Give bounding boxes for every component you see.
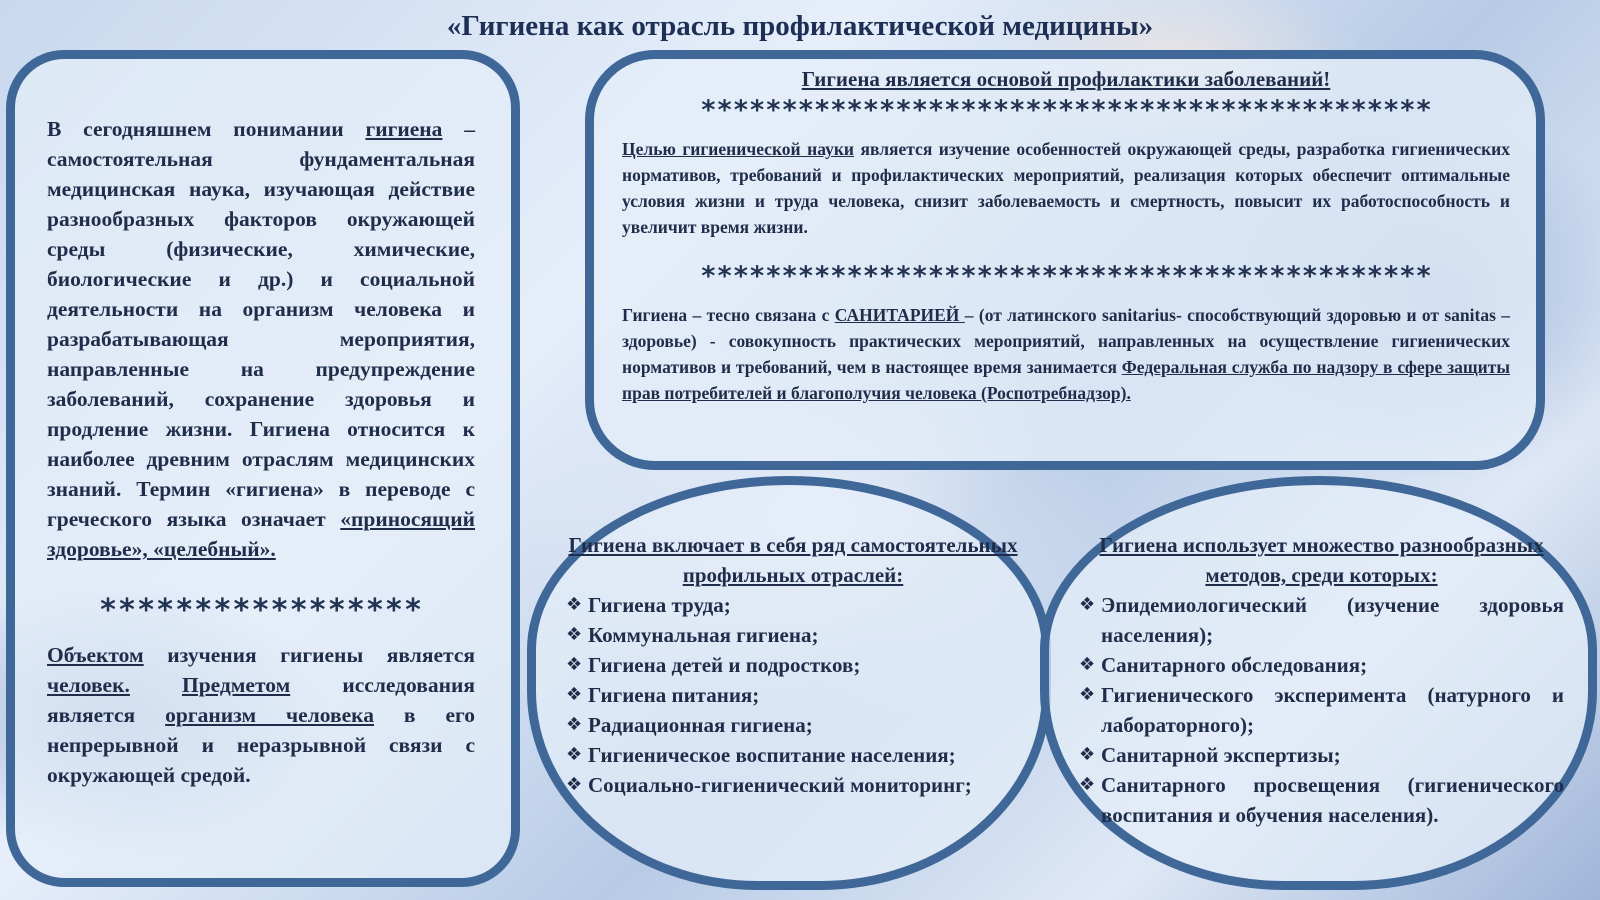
list-item [566, 680, 1020, 710]
definition-intro: В сегодняшнем понимании [47, 117, 366, 141]
list-item [566, 590, 1020, 620]
list-item [566, 650, 1020, 680]
object-text: изучения гигиены является [143, 643, 475, 667]
subject-label: Предметом [181, 673, 291, 697]
stars-divider: ***************** [98, 596, 424, 626]
list-item-text: Гигиенического эксперимента (натурного и лабораторного); [1101, 683, 1564, 737]
object-subject-paragraph [47, 640, 475, 790]
subject-text: исследования является [47, 673, 475, 727]
stars-divider: ********************************************* [700, 262, 1432, 292]
diamond-bullet-icon: ❖ [566, 774, 583, 795]
list-item-text: Гигиена труда; [588, 593, 731, 617]
goal-label: Целью гигиенической науки [622, 139, 854, 159]
diamond-bullet-icon: ❖ [566, 624, 583, 645]
list-item [1079, 590, 1564, 650]
list-item [1079, 740, 1564, 770]
list-item [566, 620, 1020, 650]
definition-panel [6, 50, 520, 887]
list-item-text: Гигиена детей и подростков; [588, 653, 861, 677]
object-value: человек. [47, 673, 130, 697]
list-item-text: Санитарной экспертизы; [1101, 743, 1341, 767]
diamond-bullet-icon: ❖ [1079, 684, 1096, 705]
branches-panel [527, 476, 1051, 890]
diamond-bullet-icon: ❖ [1079, 744, 1096, 765]
diamond-bullet-icon: ❖ [566, 744, 583, 765]
list-item-text: Гигиена питания; [588, 683, 760, 707]
sanitation-paragraph [622, 302, 1510, 406]
list-item [1079, 770, 1564, 830]
methods-list [1079, 590, 1564, 830]
diamond-bullet-icon: ❖ [1079, 594, 1096, 615]
list-item [1079, 680, 1564, 740]
prevention-panel [585, 50, 1545, 470]
subject-tail: в его непрерывной и неразрывной связи с окружающей средой. [47, 703, 475, 787]
list-item-text: Радиационная гигиена; [588, 713, 813, 737]
prevention-heading: Гигиена является основой профилактики заболеваний! [801, 67, 1331, 91]
list-item [1079, 650, 1564, 680]
diamond-bullet-icon: ❖ [566, 594, 583, 615]
sanitation-text: – (от латинского sanitarius- способствующий здоровью и от sanitas – здоровье) - совокупность практических мероприятий, направленных на осуществление гигиенических нормативов и требований, чем в настоящее время занимается [622, 305, 1511, 377]
diamond-bullet-icon: ❖ [566, 714, 583, 735]
subject-value: организм человека [165, 703, 374, 727]
list-item-text: Коммунальная гигиена; [588, 623, 819, 647]
sanitation-intro: Гигиена – тесно связана с [622, 305, 835, 325]
diamond-bullet-icon: ❖ [566, 684, 583, 705]
goal-text: является изучение особенностей окружающей среды, разработка гигиенических нормативов, требований и профилактических мероприятий, реализация которых обеспечит оптимальные условия жизни и труда человека, снизит заболеваемость и смертность, повысит их работоспособность и увеличит время жизни. [622, 139, 1511, 237]
definition-term: гигиена [365, 117, 443, 141]
stars-divider: ********************************************* [700, 96, 1432, 126]
diamond-bullet-icon: ❖ [1079, 654, 1096, 675]
definition-paragraph [47, 114, 475, 564]
branches-list [566, 590, 1020, 800]
list-item-text: Эпидемиологический (изучение здоровья населения); [1101, 593, 1564, 647]
list-item-text: Социально-гигиенический мониторинг; [588, 773, 972, 797]
list-item [566, 770, 1020, 800]
list-item [566, 710, 1020, 740]
sanitation-agency: Федеральная служба по надзору в сфере защиты прав потребителей и благополучия человека (Роспотребнадзор). [622, 357, 1510, 403]
methods-panel [1040, 476, 1597, 890]
diamond-bullet-icon: ❖ [1079, 774, 1096, 795]
list-item [566, 740, 1020, 770]
definition-text: – самостоятельная фундаментальная медицинская наука, изучающая действие разнообразных факторов окружающей среды (физические, химические, биологические и др.) и социальной деятельности на организм человека и разрабатывающая мероприятия, направленные на предупреждение заболеваний, сохранение здоровья и продление жизни. Гигиена относится к наиболее древним отраслям медицинских знаний. Термин «гигиена» в переводе с греческого языка означает [47, 117, 476, 531]
branches-heading: Гигиена включает в себя ряд самостоятельных профильных отраслей: [568, 533, 1018, 587]
diamond-bullet-icon: ❖ [566, 654, 583, 675]
list-item-text: Санитарного обследования; [1101, 653, 1368, 677]
object-label: Объектом [47, 643, 144, 667]
list-item-text: Санитарного просвещения (гигиенического воспитания и обучения населения). [1101, 773, 1564, 827]
page-title: «Гигиена как отрасль профилактической медицины» [446, 10, 1154, 42]
methods-heading: Гигиена использует множество разнообразных методов, среди которых: [1099, 533, 1544, 587]
sanitation-term: САНИТАРИЕЙ [834, 305, 965, 325]
list-item-text: Гигиеническое воспитание населения; [588, 743, 956, 767]
goal-paragraph [622, 136, 1510, 240]
definition-meaning: «приносящий здоровье», «целебный». [47, 507, 475, 561]
